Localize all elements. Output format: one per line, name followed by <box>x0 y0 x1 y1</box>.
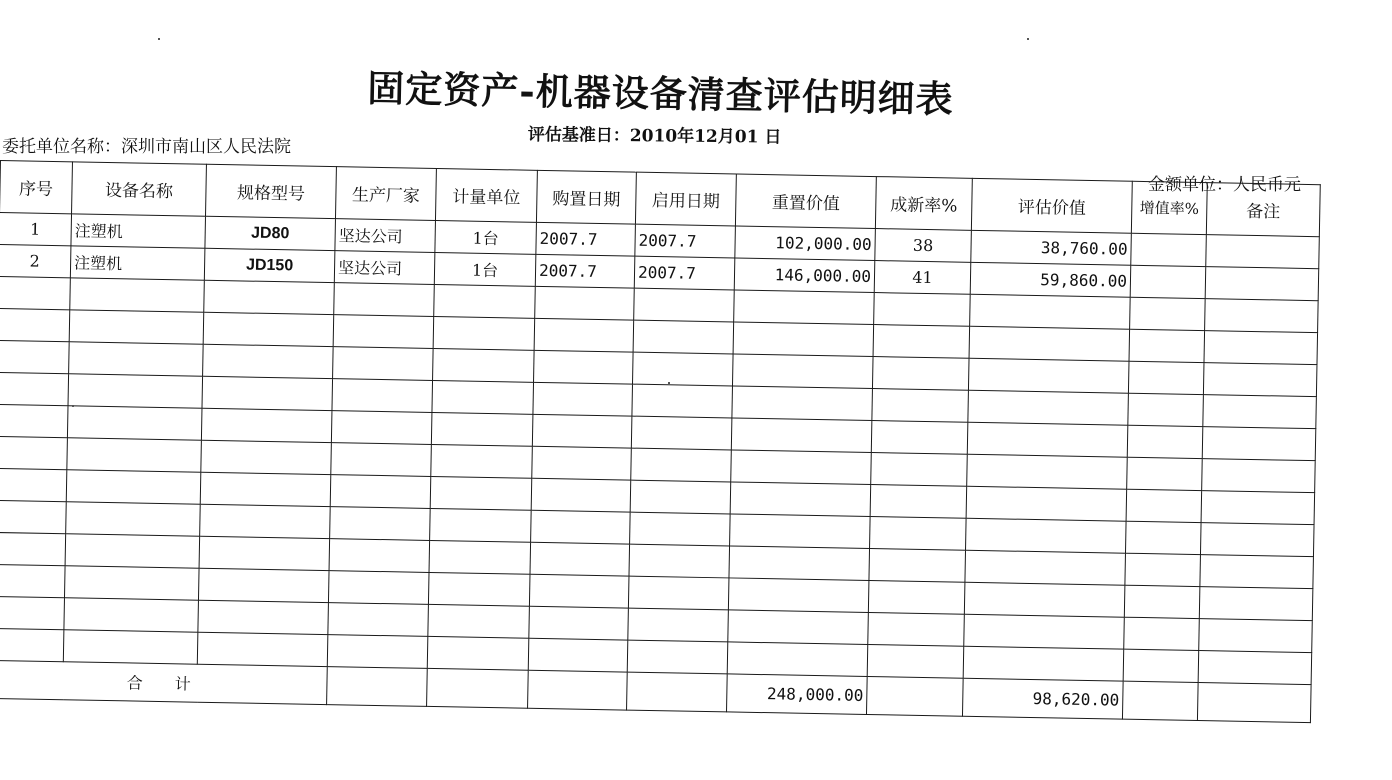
empty-cell <box>201 408 332 442</box>
empty-cell <box>1201 491 1315 525</box>
empty-cell <box>0 308 70 341</box>
empty-cell <box>630 512 731 546</box>
empty-cell <box>634 288 735 322</box>
empty-cell <box>0 372 69 405</box>
empty-cell <box>1204 331 1318 365</box>
empty-cell <box>967 422 1128 457</box>
empty-cell <box>632 384 733 418</box>
empty-cell <box>532 414 632 448</box>
row-number: 1 <box>0 213 72 246</box>
empty-cell <box>870 517 967 551</box>
newness-rate: 38 <box>875 229 972 263</box>
empty-cell <box>1200 523 1314 557</box>
header-cell: 备注 <box>1206 183 1320 237</box>
total-label: 合 计 <box>0 660 327 704</box>
empty-cell <box>198 568 329 602</box>
empty-cell <box>1128 361 1204 394</box>
empty-cell <box>632 352 733 386</box>
empty-cell <box>1202 459 1316 493</box>
empty-cell <box>734 290 875 325</box>
empty-cell <box>967 454 1128 489</box>
equipment-table-wrapper <box>0 160 1321 723</box>
empty-cell <box>70 278 205 312</box>
empty-cell <box>201 440 332 474</box>
empty-cell <box>0 628 64 661</box>
empty-cell <box>628 576 729 610</box>
empty-cell <box>204 280 335 314</box>
empty-cell <box>332 379 433 413</box>
empty-cell <box>534 318 634 352</box>
empty-cell <box>428 572 530 606</box>
replacement-value: 146,000.00 <box>734 258 875 293</box>
empty-cell <box>1199 587 1313 621</box>
manufacturer: 坚达公司 <box>335 219 436 253</box>
appraised-value: 59,860.00 <box>970 262 1131 297</box>
empty-cell <box>529 606 629 640</box>
empty-cell <box>200 472 331 506</box>
empty-cell <box>331 443 432 477</box>
empty-cell <box>1127 457 1203 490</box>
empty-cell <box>199 536 330 570</box>
empty-cell <box>427 636 529 670</box>
empty-cell <box>0 276 70 309</box>
empty-cell <box>328 571 429 605</box>
empty-cell <box>433 316 535 350</box>
empty-cell <box>531 478 631 512</box>
empty-cell <box>0 596 64 629</box>
empty-cell <box>1202 427 1316 461</box>
header-cell: 序号 <box>0 161 72 214</box>
start-date: 2007.7 <box>635 224 736 258</box>
empty-cell <box>0 564 65 597</box>
spec-model: JD150 <box>204 248 335 282</box>
empty-cell <box>728 578 869 613</box>
replacement-value: 102,000.00 <box>735 226 876 261</box>
empty-cell <box>629 544 730 578</box>
document-title: 固定资产-机器设备清查评估明细表 <box>367 65 955 122</box>
header-cell: 规格型号 <box>206 164 337 218</box>
empty-cell <box>1128 393 1204 426</box>
empty-cell <box>1124 617 1200 650</box>
empty-cell <box>727 642 868 677</box>
empty-cell <box>966 518 1127 553</box>
header-cell: 设备名称 <box>72 162 207 216</box>
empty-cell <box>968 358 1129 393</box>
empty-cell <box>964 582 1125 617</box>
empty-cell <box>730 482 871 517</box>
empty-cell <box>1130 297 1206 330</box>
scan-speck <box>158 38 160 40</box>
empty-cell <box>67 406 202 440</box>
total-replacement-value: 248,000.00 <box>727 674 868 715</box>
purchase-date: 2007.7 <box>535 254 635 288</box>
empty-cell <box>731 418 872 453</box>
header-cell: 评估价值 <box>971 178 1132 233</box>
empty-cell <box>627 640 728 674</box>
empty-cell <box>202 376 333 410</box>
empty-cell <box>330 507 431 541</box>
empty-cell <box>433 348 535 382</box>
empty-cell <box>430 508 532 542</box>
empty-cell <box>532 446 632 480</box>
newness-rate: 41 <box>874 261 971 295</box>
scan-speck <box>668 382 670 384</box>
empty-cell <box>430 476 532 510</box>
empty-cell <box>1200 555 1314 589</box>
empty-cell <box>630 480 731 514</box>
empty-cell <box>66 502 201 536</box>
empty-cell <box>1124 585 1200 618</box>
empty-cell <box>197 632 328 666</box>
empty-cell <box>203 344 334 378</box>
empty-cell <box>66 470 201 504</box>
scan-speck <box>1027 38 1029 40</box>
empty-cell <box>434 284 536 318</box>
header-cell: 启用日期 <box>635 172 736 226</box>
measure-unit: 1台 <box>434 252 536 286</box>
empty-cell <box>528 638 628 672</box>
empty-cell <box>728 610 869 645</box>
empty-cell <box>428 604 530 638</box>
empty-cell <box>868 612 965 646</box>
empty-cell <box>333 315 434 349</box>
empty-cell <box>328 603 429 637</box>
equipment-name: 注塑机 <box>71 214 206 248</box>
total-appraised-value: 98,620.00 <box>962 678 1123 719</box>
empty-cell <box>869 548 966 582</box>
start-date: 2007.7 <box>634 256 735 290</box>
empty-cell <box>530 542 630 576</box>
manufacturer: 坚达公司 <box>334 251 435 285</box>
empty-cell <box>327 635 428 669</box>
empty-cell <box>1125 521 1201 554</box>
empty-cell <box>1199 619 1313 653</box>
empty-cell <box>64 598 199 632</box>
empty-cell <box>867 644 964 678</box>
scan-speck <box>72 405 74 407</box>
remark <box>1206 235 1320 269</box>
empty-cell <box>533 382 633 416</box>
empty-cell <box>732 354 873 389</box>
equipment-name: 注塑机 <box>70 246 205 280</box>
empty-cell <box>872 389 969 423</box>
empty-cell <box>970 294 1131 329</box>
empty-cell <box>1127 425 1203 458</box>
empty-cell <box>966 486 1127 521</box>
empty-cell <box>65 534 200 568</box>
empty-cell <box>1125 553 1201 586</box>
remark <box>1205 267 1319 301</box>
empty-cell <box>0 404 68 437</box>
empty-cell <box>432 380 534 414</box>
base-date: 评估基准日：2010年12月01 日 <box>527 124 782 148</box>
empty-cell <box>968 390 1129 425</box>
empty-cell <box>1203 363 1317 397</box>
empty-cell <box>870 485 967 519</box>
empty-cell <box>633 320 734 354</box>
empty-cell <box>631 448 732 482</box>
header-cell: 购置日期 <box>536 170 636 224</box>
empty-cell <box>0 532 66 565</box>
empty-cell <box>327 667 428 707</box>
empty-cell <box>203 312 334 346</box>
empty-cell <box>534 350 634 384</box>
empty-cell <box>964 614 1125 649</box>
empty-cell <box>871 421 968 455</box>
empty-cell <box>329 539 430 573</box>
empty-cell <box>429 540 531 574</box>
purchase-date: 2007.7 <box>536 222 636 256</box>
header-cell: 重置价值 <box>735 174 876 229</box>
empty-cell <box>627 672 728 712</box>
header-cell: 计量单位 <box>435 168 537 222</box>
empty-cell <box>0 436 67 469</box>
empty-cell <box>866 676 963 716</box>
empty-cell <box>67 438 202 472</box>
empty-cell <box>69 310 204 344</box>
empty-cell <box>198 600 329 634</box>
empty-cell <box>333 347 434 381</box>
empty-cell <box>69 342 204 376</box>
empty-cell <box>0 340 69 373</box>
empty-cell <box>330 475 431 509</box>
empty-cell <box>535 286 635 320</box>
empty-cell <box>0 500 66 533</box>
appreciation-rate <box>1131 233 1207 266</box>
empty-cell <box>64 566 199 600</box>
empty-cell <box>628 608 729 642</box>
empty-cell <box>1203 395 1317 429</box>
empty-cell <box>1198 651 1312 685</box>
empty-cell <box>1197 683 1311 723</box>
row-number: 2 <box>0 244 71 277</box>
empty-cell <box>1126 489 1202 522</box>
empty-cell <box>963 646 1124 681</box>
header-cell: 增值率% <box>1131 181 1207 234</box>
empty-cell <box>331 411 432 445</box>
empty-cell <box>531 510 631 544</box>
empty-cell <box>431 412 533 446</box>
empty-cell <box>0 468 67 501</box>
client-name: 委托单位名称：深圳市南山区人民法院 <box>2 137 291 157</box>
empty-cell <box>334 283 435 317</box>
empty-cell <box>873 325 970 359</box>
empty-cell <box>868 580 965 614</box>
empty-cell <box>732 386 873 421</box>
empty-cell <box>63 630 198 664</box>
empty-cell <box>529 574 629 608</box>
empty-cell <box>631 416 732 450</box>
empty-cell <box>969 326 1130 361</box>
empty-cell <box>733 322 874 357</box>
empty-cell <box>431 444 533 478</box>
empty-cell <box>731 450 872 485</box>
header-cell: 成新率% <box>875 177 972 231</box>
empty-cell <box>1123 649 1199 682</box>
appraised-value: 38,760.00 <box>971 230 1132 265</box>
equipment-table <box>0 160 1321 723</box>
empty-cell <box>1129 329 1205 362</box>
empty-cell <box>871 453 968 487</box>
spec-model: JD80 <box>205 216 336 250</box>
appreciation-rate <box>1130 265 1206 298</box>
empty-cell <box>528 670 628 710</box>
empty-cell <box>729 546 870 581</box>
currency-unit: 金额单位：人民币元 <box>1148 175 1301 195</box>
empty-cell <box>1205 299 1319 333</box>
empty-cell <box>730 514 871 549</box>
empty-cell <box>68 374 203 408</box>
empty-cell <box>427 668 529 708</box>
empty-cell <box>872 357 969 391</box>
empty-cell <box>965 550 1126 585</box>
empty-cell <box>874 293 971 327</box>
empty-cell <box>200 504 331 538</box>
header-cell: 生产厂家 <box>335 167 436 221</box>
measure-unit: 1台 <box>435 220 537 254</box>
empty-cell <box>1122 681 1198 720</box>
